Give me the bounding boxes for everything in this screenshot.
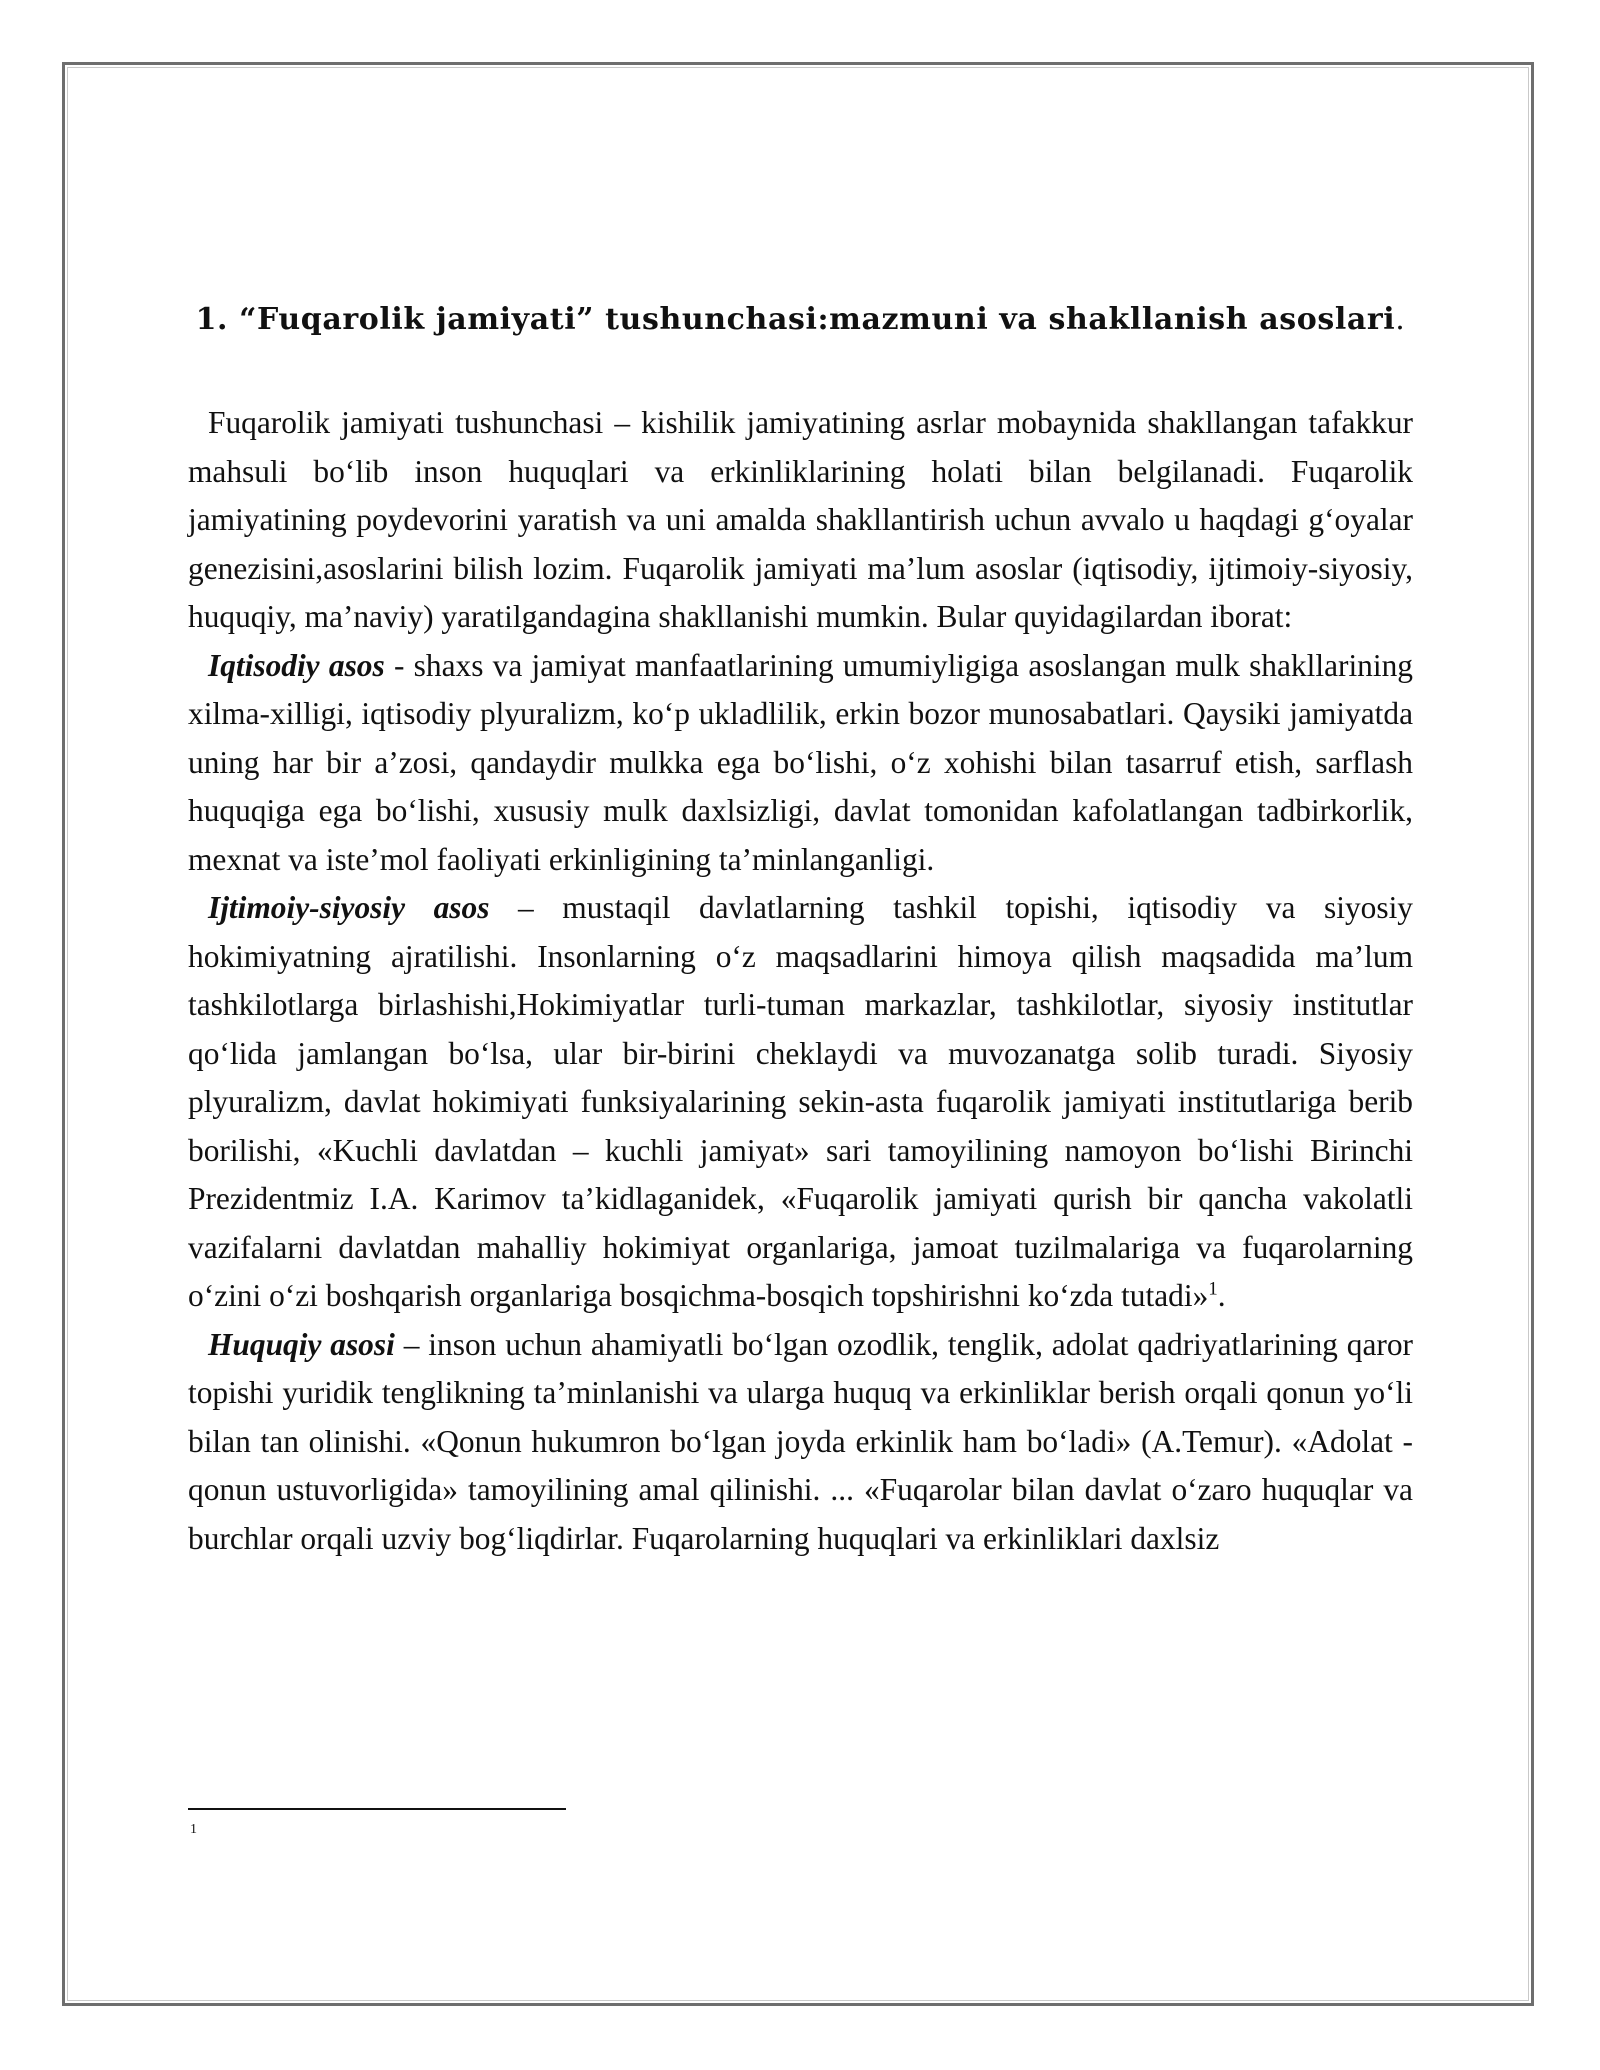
- paragraph-legal-basis: [188, 1321, 1413, 1564]
- legal-basis-text: – inson uchun ahamiyatli bo‘lgan ozodlik, tenglik, adolat qadriyatlarining qaror topishi yuridik tenglikning ta’minlanishi va ularga huquq va erkinliklar berish orqali qonun yo‘li bilan tan olinishi. «Qonun hukumron bo‘lgan joyda erkinlik ham bo‘ladi» (A.Temur). «Adolat - qonun ustuvorligida» tamoyilining amal qilinishi. ... «Fuqarolar bilan davlat o‘zaro huquqlar va burchlar orqali uzviy bog‘liqdirlar. Fuqarolarning huquqlari va erkinliklari daxlsiz: [188, 1326, 1414, 1556]
- footnote-separator: [188, 1808, 566, 1810]
- intro-text: Fuqarolik jamiyati tushunchasi – kishilik jamiyatining asrlar mobaynida shakllangan tafakkur mahsuli bo‘lib inson huquqlari va erkinliklarining holati bilan belgilanadi. Fuqarolik jamiyatining poydevorini yaratish va uni amalda shakllantirish uchun avvalo u haqdagi g‘oyalar genezisini,asoslarini bilish lozim. Fuqarolik jamiyati ma’lum asoslar (iqtisodiy, ijtimoiy-siyosiy, huquqiy, ma’naviy) yaratilgandagina shakllanishi mumkin. Bular quyidagilardan iborat:: [188, 405, 1413, 634]
- footnote-reference[interactable]: 1: [1208, 1278, 1218, 1300]
- socio-political-basis-text: – mustaqil davlatlarning tashkil topishi, iqtisodiy va siyosiy hokimiyatning ajratilishi. Insonlarning o‘z maqsadlarini himoya qilish maqsadida ma’lum tashkilotlarga birlashishi,Hokimiyatlar turli-tuman markazlar, tashkilotlar, siyosiy institutlar qo‘lida jamlangan bo‘lsa, ular bir-birini cheklaydi va muvozanatga solib turadi. Siyosiy plyuralizm, davlat hokimiyati funksiyalarining sekin-asta fuqarolik jamiyati institutlariga berib borilishi, «Kuchli davlatdan – kuchli jamiyat» sari tamoyilining namoyon bo‘lishi Birinchi Prezidentmiz I.A. Karimov ta’kidlaganidek, «Fuqarolik jamiyati qurish bir qancha vakolatli vazifalarni davlatdan mahalliy hokimiyat organlariga, jamoat tuzilmalariga va fuqarolarning o‘zini o‘zi boshqarish organlariga bosqichma-bosqich topshirishni ko‘zda tutadi»: [188, 890, 1413, 1313]
- economic-basis-term: Iqtisodiy asos: [208, 647, 385, 683]
- economic-basis-text: - shaxs va jamiyat manfaatlarining umumiyligiga asoslangan mulk shakllarining xilma-xilligi, iqtisodiy plyuralizm, ko‘p ukladlilik, erkin bozor munosabatlari. Qaysiki jamiyatda uning har bir a’zosi, qandaydir mulkka ega bo‘lishi, o‘z xohishi bilan tasarruf etish, sarflash huquqiga ega bo‘lishi, xususiy mulk daxlsizligi, davlat tomonidan kafolatlangan tadbirkorlik, mexnat va iste’mol faoliyati erkinligining ta’minlanganligi.: [188, 647, 1413, 877]
- heading-text: 1. “Fuqarolik jamiyati” tushunchasi:mazmuni va shakllanish asoslari: [195, 302, 1396, 337]
- legal-basis-term: Huquqiy asosi: [208, 1326, 395, 1362]
- paragraph-socio-political-basis: [188, 884, 1413, 1321]
- section-heading: [188, 300, 1413, 339]
- socio-political-basis-term: Ijtimoiy-siyosiy asos: [208, 890, 490, 925]
- document-body: [188, 300, 1413, 1563]
- paragraph-intro: [188, 399, 1413, 642]
- footnote-number: 1: [190, 1822, 197, 1837]
- heading-end-dot: .: [1395, 302, 1406, 337]
- socio-political-end: .: [1217, 1278, 1226, 1313]
- paragraph-economic-basis: [188, 642, 1413, 885]
